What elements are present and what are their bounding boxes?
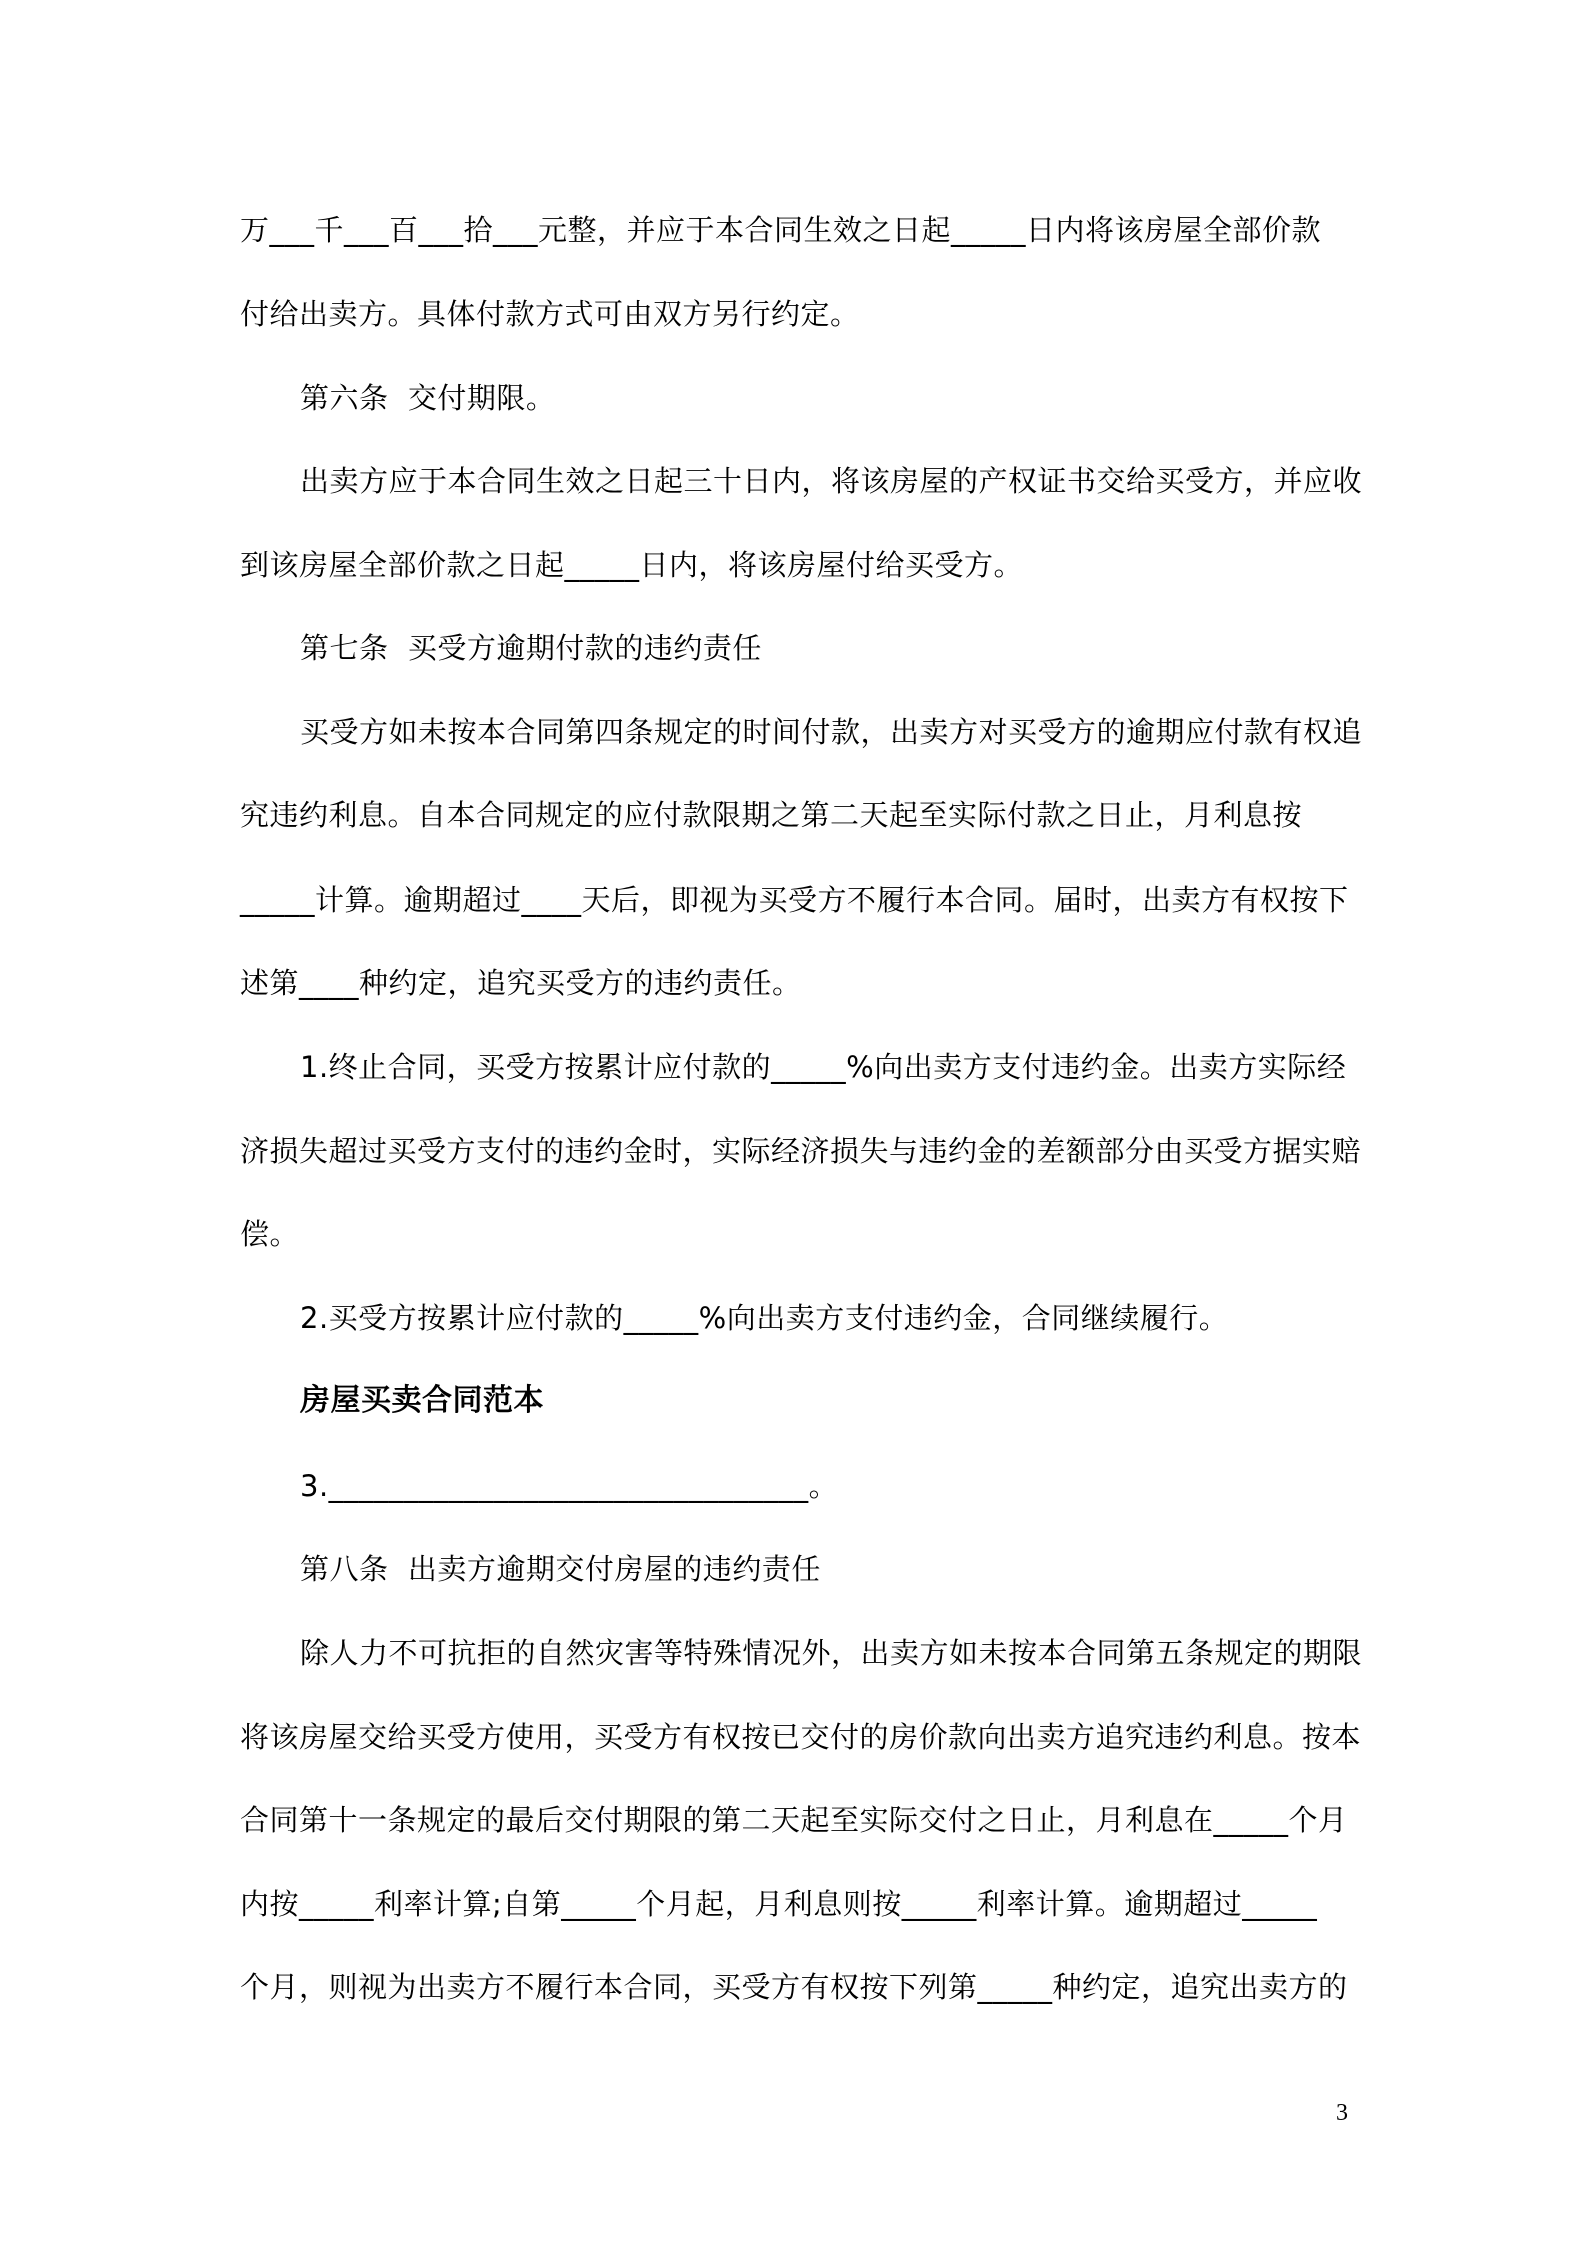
article-heading: 第七条 买受方逾期付款的违约责任: [300, 631, 762, 665]
text-line: 付给出卖方。具体付款方式可由双方另行约定。: [240, 297, 860, 331]
text-line: 到该房屋全部价款之日起_____日内，将该房屋付给买受方。: [240, 548, 1024, 582]
text-line: 买受方如未按本合同第四条规定的时间付款，出卖方对买受方的逾期应付款有权追: [300, 715, 1363, 749]
text-line: 出卖方应于本合同生效之日起三十日内，将该房屋的产权证书交给买受方，并应收: [300, 464, 1363, 498]
text-line: 除人力不可抗拒的自然灾害等特殊情况外，出卖方如未按本合同第五条规定的期限: [300, 1636, 1363, 1670]
text-line: 万___千___百___拾___元整，并应于本合同生效之日起_____日内将该房屋全部价款: [240, 213, 1322, 247]
article-heading: 第六条 交付期限。: [300, 381, 556, 415]
text-line: 1.终止合同，买受方按累计应付款的_____%向出卖方支付违约金。出卖方实际经: [300, 1050, 1347, 1084]
text-line: 个月，则视为出卖方不履行本合同，买受方有权按下列第_____种约定，追究出卖方的: [240, 1970, 1348, 2004]
page-number: 3: [1336, 2100, 1348, 2126]
text-line: _____计算。逾期超过____天后，即视为买受方不履行本合同。届时，出卖方有权按下: [240, 883, 1349, 917]
text-line: 偿。: [240, 1217, 300, 1251]
text-line: 内按_____利率计算;自第_____个月起，月利息则按_____利率计算。逾期超过_____: [240, 1887, 1318, 1921]
text-line: 3.________________________________。: [300, 1469, 839, 1503]
section-title: 房屋买卖合同范本: [300, 1383, 544, 1418]
text-line: 将该房屋交给买受方使用，买受方有权按已交付的房价款向出卖方追究违约利息。按本: [240, 1720, 1362, 1754]
article-heading: 第八条 出卖方逾期交付房屋的违约责任: [300, 1552, 821, 1586]
text-line: 合同第十一条规定的最后交付期限的第二天起至实际交付之日止，月利息在_____个月: [240, 1803, 1348, 1837]
text-line: 述第____种约定，追究买受方的违约责任。: [240, 966, 802, 1000]
text-line: 济损失超过买受方支付的违约金时，实际经济损失与违约金的差额部分由买受方据实赔: [240, 1134, 1362, 1168]
text-line: 2.买受方按累计应付款的_____%向出卖方支付违约金，合同继续履行。: [300, 1301, 1229, 1335]
text-line: 究违约利息。自本合同规定的应付款限期之第二天起至实际付款之日止，月利息按: [240, 798, 1303, 832]
